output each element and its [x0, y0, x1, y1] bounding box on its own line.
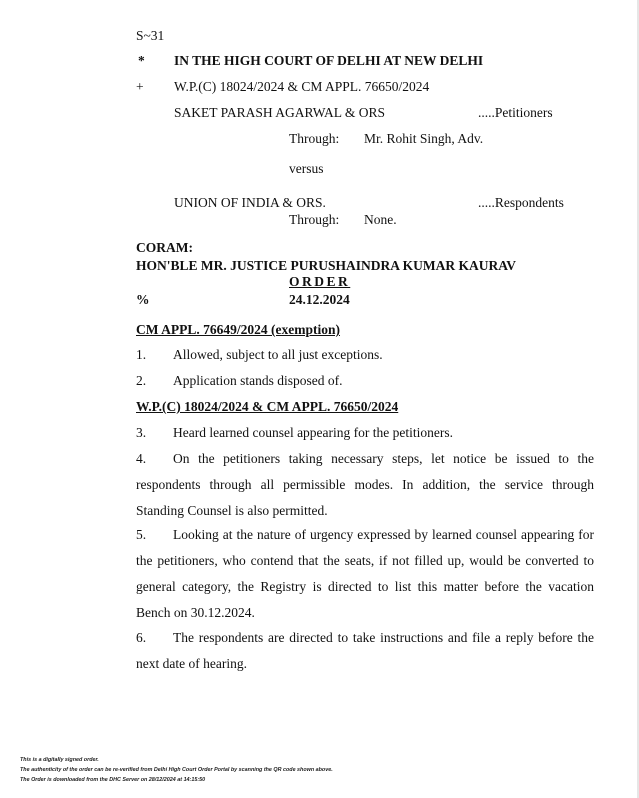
- paragraph-text: The respondents are directed to take instructions and file a reply before the next date of hearing.: [136, 630, 594, 671]
- respondent-counsel: None.: [364, 212, 397, 227]
- coram-label: CORAM:: [136, 240, 193, 255]
- respondent-through-label: Through:: [289, 212, 340, 227]
- petitioner-name: SAKET PARASH AGARWAL & ORS: [174, 105, 386, 120]
- petitioner-through-label: Through:: [289, 131, 340, 146]
- paragraph-number: 2.: [136, 373, 147, 388]
- paragraph-number: 4.: [136, 451, 147, 466]
- paragraph-1: [136, 342, 594, 368]
- paragraph-text: Application stands disposed of.: [173, 373, 343, 388]
- respondent-name: UNION OF INDIA & ORS.: [174, 195, 326, 210]
- judge-name: HON'BLE MR. JUSTICE PURUSHAINDRA KUMAR KAURAV: [136, 258, 517, 273]
- court-name: IN THE HIGH COURT OF DELHI AT NEW DELHI: [174, 53, 484, 68]
- case-reference: S~31: [136, 28, 165, 43]
- plus-mark: +: [136, 79, 144, 94]
- star-mark: *: [138, 53, 145, 68]
- paragraph-text: Looking at the nature of urgency expressed by learned counsel appearing for the petitioners, who contend that the seats, if not filled up, would be converted to general category, the Registry is directed to list this matter before the vacation Bench on 30.12.2024.: [136, 527, 594, 620]
- section-heading-writ-petition: W.P.(C) 18024/2024 & CM APPL. 76650/2024: [136, 399, 399, 414]
- footer-download-note: The Order is downloaded from the DHC Server on 28/12/2024 at 14:15:50: [20, 777, 206, 783]
- paragraph-number: 6.: [136, 630, 147, 645]
- petitioner-role: .....Petitioners: [478, 105, 553, 120]
- paragraph-number: 1.: [136, 347, 147, 362]
- versus-text: versus: [289, 161, 324, 176]
- petitioner-counsel: Mr. Rohit Singh, Adv.: [364, 131, 484, 146]
- paragraph-5: [136, 522, 594, 626]
- paragraph-text: Allowed, subject to all just exceptions.: [173, 347, 383, 362]
- percent-mark: %: [136, 292, 150, 307]
- paragraph-2: [136, 368, 594, 394]
- paragraph-number: 3.: [136, 425, 147, 440]
- section-heading-exemption: CM APPL. 76649/2024 (exemption): [136, 322, 340, 337]
- paragraph-number: 5.: [136, 527, 147, 542]
- case-number: W.P.(C) 18024/2024 & CM APPL. 76650/2024: [174, 79, 430, 94]
- paragraph-text: On the petitioners taking necessary steps, let notice be issued to the respondents through all permissible modes. In addition, the service through Standing Counsel is also permitted.: [136, 451, 594, 518]
- order-date: 24.12.2024: [289, 292, 350, 307]
- order-heading: ORDER: [289, 274, 351, 289]
- paragraph-3: [136, 420, 594, 446]
- footer-authenticity-note: The authenticity of the order can be re-verified from Delhi High Court Order Portal by scanning the QR code shown above.: [20, 767, 333, 773]
- paragraph-text: Heard learned counsel appearing for the petitioners.: [173, 425, 454, 440]
- paragraph-6: [136, 625, 594, 677]
- paragraph-4: [136, 446, 594, 524]
- respondent-role: .....Respondents: [478, 195, 564, 210]
- footer-digital-signature-note: This is a digitally signed order.: [20, 757, 99, 763]
